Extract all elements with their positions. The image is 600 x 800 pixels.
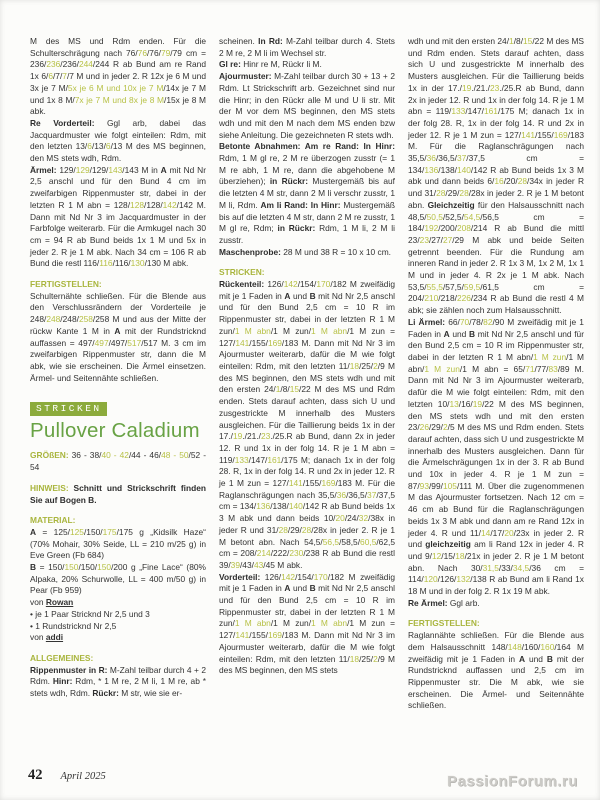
- category-badge-wrap: [30, 398, 206, 416]
- page-number: 42: [28, 767, 43, 783]
- paragraph-yarn-b: B = 150/150/150/150/200 g „Fine Lace“ (80% Alpaka, 20% Schurwolle, LL = 400 m/50 g) in Pear (Fb 959): [30, 562, 206, 596]
- category-badge: STRICKEN: [30, 402, 107, 416]
- paragraph-brand-addi: von addi: [30, 632, 64, 643]
- paragraph-yarn-a: A = 125/125/150/175/175 g „Kidsilk Haze“ (70% Mohair, 30% Seide, LL = 210 m/25 g) in Eve Green (Fb 684): [30, 526, 206, 561]
- section-heading-finishing: FERTIGSTELLEN:: [30, 279, 102, 290]
- article-title: Pullover Caladium: [30, 419, 200, 443]
- section-heading-knitting: STRICKEN:: [219, 267, 265, 278]
- paragraph-sizes: GRÖßEN: 36 - 38/40 - 42/44 - 46/48 - 50/52 - 54: [30, 450, 207, 473]
- paragraph-gauge: Maschenprobe: 28 M und 38 R = 10 x 10 cm.: [219, 246, 392, 257]
- paragraph-note: HINWEIS: Schnitt und Strickschrift finden Sie auf Bogen B.: [30, 482, 206, 505]
- paragraph-lace-pattern: Ajourmuster: M-Zahl teilbar durch 30 + 13 + 2 Rdm. Lt Strickschrift arb. Gezeichnet sind nur die Hinr; in den Rückr alle M und U li str. Mit der M vor dem MS beginnen, den MS stets wdh und mit den M nach dem MS enden bzw siehe Anleitung. Die gezeichneten R stets wdh.: [219, 71, 395, 140]
- page-footer: [28, 766, 106, 784]
- paragraph-sleeve: Ärmel: 129/129/129/143/143 M in A mit Nd Nr 2,5 anschl und für den Bund 4 cm im zweifarbigen Rippenmuster str, dabei in der letzten R 1 M abn = 128/128/128/142/142 M. Dann mit Nd Nr 3 im Jacquardmuster in der Farbfolge weiterarb. Für die Armkugel nach 30 cm = 94 R ab Bund beids 1x 1 M und 5x in jeder 2. R je 1 M abk. Nach 34 cm = 106 R ab Bund die restl 116/116/116/130/130 M abk.: [30, 164, 206, 269]
- column-3: [408, 36, 584, 712]
- section-heading-general: ALLGEMEINES:: [30, 652, 94, 663]
- paragraph-front-piece: Vorderteil: 126/142/154/170/182 M zweifädig mit je 1 Faden in A und B mit Nd Nr 2,5 anschl und für den Bund 2,5 cm = 10 R im Rippenmuster str, dabei in der letzten R 1 M zun/1 M abn/1 M zun/1 M abn/1 M zun = 127/141/155/169/183 M. Dann mit Nd Nr 3 im Ajourmuster weiterarb, dafür die M wie folgt einteilen: Rdm, mit den letzten 11/18/25/2/9 M des MS beginnen, den MS stets: [219, 571, 396, 676]
- paragraph-finishing-2: Raglannähte schließen. Für die Blende aus dem Halsausschnitt 148/148/160/160/164 M zweifädig mit je 1 Faden in A und B mit der Rundstricknd auffassen und 2,5 cm im Rippenmuster str. Die M abk, wie sie erscheinen. Die Ärmel- und Seitennähte schließen.: [408, 630, 584, 711]
- list-item-needles-2: • 1 Rundstricknd Nr 2,5: [30, 620, 117, 631]
- section-heading-finishing-2: FERTIGSTELLEN:: [408, 618, 480, 629]
- paragraph-back-piece: Rückenteil: 126/142/154/170/182 M zweifädig mit je 1 Faden in A und B mit Nd Nr 2,5 anschl und für den Bund 2,5 cm = 10 R im Rippenmuster str, dabei in der letzten R 1 M zun/1 M abn/1 M zun/1 M abn/1 M zun = 127/141/155/169/183 M. Dann mit Nd Nr 3 im Ajourmuster weiterarb, dafür die M wie folgt einteilen: Rdm, mit den letzten 11/18/25/2/9 M des MS beginnen, den MS stets wdh und mit den ersten 24/1/8/15/22 M des MS und Rdm enden. Stets darauf achten, dass sich U und zusgestrickte M innerhalb des Musters ausgleichen. Für die Taillierung beids 1x in der 17./19./21./23./25.R ab Bund, dann 2x in jeder 12. R und 1x in der folg 14. R je 1 M abn = 119/133/147/161/175 M; danach 1x in der folg 28. R, 1x in der folg 14. R und 2x in jeder 12. R je 1 M zun = 127/141/155/169/183 M. Für die Raglanschrägungen nach 35,5/36/36,5/37/37,5 cm = 134/136/138/140/142 R ab Bund beids 1x 3 M abk und dann beids 10/20/24/32/38x in jeder R und 31/28/29/28/28x in jeder 2. R je 1 M betont abn. Nach 54,5/56,5/58,5/60,5/62,5 cm = 208/214/222/230/238 R ab Bund die restl 39/39/43/43/45 M abk.: [219, 279, 396, 570]
- paragraph-finishing: Schulternähte schließen. Für die Blende aus den Verschlussrändern der Vorderteile je 248/248/248/258/258 M und aus der Mitte der rückw Kante 1 M in A mit der Rundstricknd auffassen = 497/497/497/517/517 M. 3 cm im zweifarbigen Rippenmuster str, dann die M abk, wie sie erscheinen. Die Ärmel einsetzen. Ärmel- und Seitennähte schließen.: [30, 290, 207, 383]
- paragraph-stockinette: Gl re: Hinr re M, Rückr li M.: [219, 59, 322, 70]
- paragraph-rib-continued: scheinen. In Rd: M-Zahl teilbar durch 4. Stets 2 M re, 2 M li im Wechsel str.: [219, 36, 395, 58]
- paragraph-right-sleeve: Re Ärmel: Ggl arb.: [408, 597, 480, 608]
- paragraph-right-front: Re Vorderteil: Ggl arb, dabei das Jacquardmuster wie folgt einteilen: Rdm, mit den letzten 13/6/13/6/13 M des MS beginnen, den MS stets wdh, Rdm.: [30, 117, 206, 164]
- paragraph-brand-rowan: von Rowan: [30, 597, 74, 608]
- content-columns: [30, 36, 584, 712]
- issue-date: April 2025: [60, 771, 106, 782]
- list-item-needles-1: • je 1 Paar Stricknd Nr 2,5 und 3: [30, 608, 150, 619]
- paragraph-front-continued: wdh und mit den ersten 24/1/8/15/22 M des MS und Rdm enden. Stets darauf achten, dass sich U und zusgestrickte M innerhalb des Musters ausgleichen. Für die Taillierung beids 1x in der 17./19./21./23./25.R ab Bund, dann 2x in jeder 12. R und 1x in der folg 14. R je 1 M abn = 119/133/147/161/175 M; danach 1x in der folg 28. R, 1x in der folg 14. R und 2x in jeder 12. R je 1 M zun = 127/141/155/169/183 M. Für die Raglanschrägungen nach 35,5/36/36,5/37/37,5 cm = 134/136/138/140/142 R ab Bund beids 1x 3 M abk und dann beids 6/16/20/28/34x in jeder R und 31/28/29/28/28x in jeder 2. R je 1 M betont abn. Gleichzeitig für den Halsausschnitt nach 48,5/50,5/52,5/54,5/56,5 cm = 184/192/200/208/214 R ab Bund die mittl 23/23/27/27/29 M abk und beide Seiten getrennt beenden. Für die Rundung am inneren Rand in jeder 2. R 1x 3 M, 1x 2 M, 1x 1 M und in jeder 4. R 2x je 1 M abk. Nach 53,5/55,5/57,5/59,5/61,5 cm = 204/210/218/226/234 R ab Bund die restl 4 M abk; sie zählen noch zum Halsausschnitt.: [408, 36, 585, 316]
- paragraph-shoulder-shaping: M des MS und Rdm enden. Für die Schulterschrägung nach 76/76/76/79/79 cm = 236/236/236/244/244 R ab Bund am re Rand 1x 6/6/7/7/7 M und in jeder 2. R 12x je 6 M und 3x je 7 M/5x je 6 M und 10x je 7 M/14x je 7 M und 1x 8 M/7x je 7 M und 8x je 8 M/15x je 8 M abk.: [30, 36, 206, 117]
- paragraph-rib-pattern: Rippenmuster in R: M-Zahl teilbar durch 4 + 2 Rdm. Hinr: Rdm, * 1 M re, 2 M li, 1 M re, ab * stets wdh, Rdm. Rückr: M str, wie sie er-: [30, 664, 206, 699]
- section-heading-material: MATERIAL:: [30, 515, 76, 526]
- paragraph-decreases: Betonte Abnahmen: Am re Rand: In Hinr: Rdm, 1 M gl re, 2 M re überzogen zusstr (= 1 M re abh, 1 M re, dann die abgehobene M überziehen); in Rückr: Mustergemäß bis auf die letzten 4 M str, dann 2 M li verschr zusstr, 1 M li, Rdm. Am li Rand: In Hinr: Mustergemäß bis auf die letzten 4 M str, dann 2 M re zusstr, 1 M gl re, Rdm; in Rückr: Rdm, 1 M li, 2 M li zusstr.: [219, 141, 395, 245]
- column-2: [219, 36, 395, 712]
- paragraph-left-sleeve: Li Ärmel: 66/70/78/82/90 M zweifädig mit je 1 Faden in A und B mit Nd Nr 2,5 anschl und für den Bund 2,5 cm = 10 R im Rippenmuster str, dabei in der letzten R 1 M abn/1 M zun/1 M abn/1 M zun/1 M abn = 65/71/77/83/89 M. Dann mit Nd Nr 3 im Ajourmuster weiterarb, dafür die M wie folgt einteilen: Rdm, mit den letzten 10/13/16/19/22 M des MS beginnen, den MS stets wdh und mit den ersten 23/26/29/2/5 M des MS und Rdm enden. Stets darauf achten, dass sich U und zusgestrickte M innerhalb des Musters ausgleichen. Dann für die Ärmelschrägungen 1x in der 3. R ab Bund und 10x in jeder 4. R je 1 M zun = 87/93/99/105/111 M. Über die zugenommenen M das Ajourmuster fortsetzen. Nach 12 cm = 46 cm ab Bund für die Raglanschrägungen beids 1x 3 M abk und dann am re Rand 12x in jeder 4. R und 11/14/17/20/23x in jeder 2. R und gleichzeitig am li Rand 12x in jeder 4. R und 9/12/15/18/21x in jeder 2. R je 1 M betont abn. Nach 30/31,5/33/34,5/36 cm = 114/120/126/132/138 R ab Bund am li Rand 1x 18 M und in der folg 2. R 1x 19 M abk.: [408, 316, 585, 597]
- watermark: PassionForum.ru: [447, 773, 578, 790]
- column-1: [30, 36, 206, 712]
